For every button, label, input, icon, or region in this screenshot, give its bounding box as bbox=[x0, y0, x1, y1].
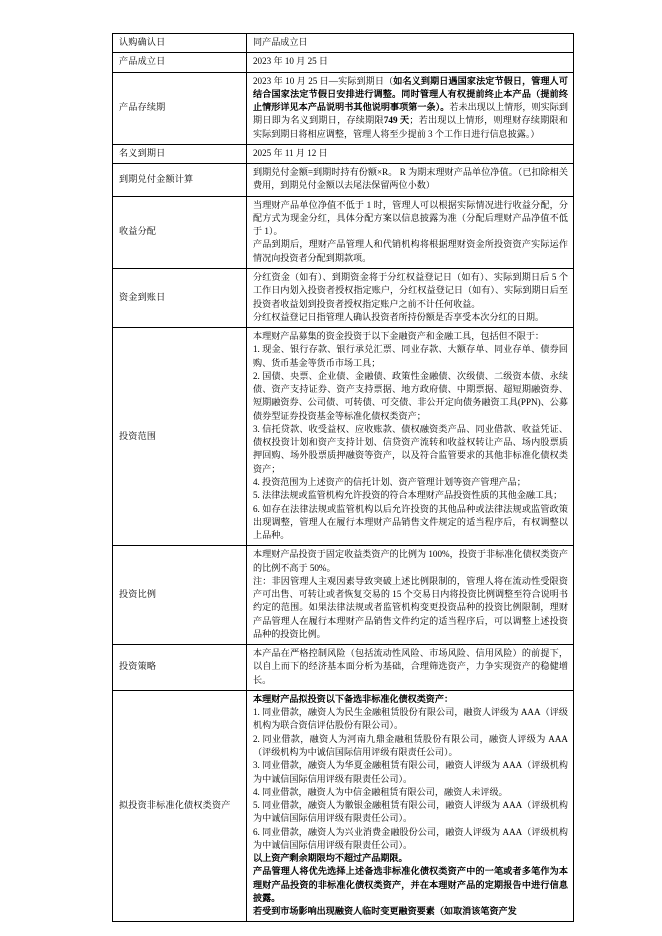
term-value-cell bbox=[247, 34, 574, 53]
term-paragraph bbox=[253, 865, 568, 905]
body-text: 2. 国债、央票、企业债、金融债、政策性金融债、次级债、二级资本债、永续债、资产支持证券、资产支持票据、地方政府债、中期票据、超短期融资券、短期融资券、公司债、可转债、可交债、非公开定向债务融资工具(PPN)、公募债券型证券投资基金等标准化债权类资产； bbox=[253, 370, 568, 421]
term-paragraph bbox=[253, 759, 568, 786]
term-value-cell bbox=[247, 546, 574, 645]
body-text: 4. 投资范围为上述资产的信托计划、资产管理计划等资产管理产品； bbox=[253, 476, 526, 487]
term-paragraph bbox=[253, 75, 568, 141]
body-text: 1. 同业借款，融资人为民生金融租赁股份有限公司，融资人评级为 AAA（评级机构为联合资信评估股份有限公司）。 bbox=[253, 707, 568, 731]
term-paragraph bbox=[253, 548, 568, 575]
product-terms-table bbox=[112, 33, 574, 922]
body-text: 2. 同业借款，融资人为河南九鼎金融租赁股份有限公司，融资人评级为 AAA（评级机构为中诚信国际信用评级有限责任公司）。 bbox=[253, 733, 568, 758]
term-paragraph bbox=[253, 799, 568, 826]
term-paragraph bbox=[253, 733, 568, 760]
term-label-cell: 产品成立日 bbox=[113, 53, 247, 72]
term-paragraph bbox=[253, 199, 568, 239]
term-paragraph bbox=[253, 311, 568, 324]
term-value-cell bbox=[247, 645, 574, 691]
body-text: ；若出现以上情形，则理财存续期限和实际到期日将相应调整，管理人将至少提前 3 个工作日进行信息披露。） bbox=[253, 115, 568, 139]
body-text: 当理财产品单位净值不低于 1 时，管理人可以根据实际情况进行收益分配，分配方式为现金分红，具体分配方案以信息披露为准（分配后理财产品净值不低于 1）。 bbox=[253, 199, 568, 237]
term-paragraph bbox=[253, 166, 568, 193]
emphasis-text: 本理财产品拟投资以下备选非标准化债权类资产： bbox=[253, 693, 454, 704]
body-text: 本产品在严格控制风险（包括流动性风险、市场风险、信用风险）的前提下，以自上而下的经济基本面分析为基础，合理筛选资产，力争实现资产的稳健增长。 bbox=[253, 648, 568, 685]
body-text: 6. 同业借款，融资人为兴业消费金融股份公司，融资人评级为 AAA（评级机构为中诚信国际信用评级有限责任公司）。 bbox=[253, 826, 568, 850]
table-row bbox=[113, 72, 574, 144]
emphasis-text: 产品管理人将优先选择上述备选非标准化债权类资产中的一笔或者多笔作为本理财产品投资的非标准化债权类资产，并在本理财产品的定期报告中进行信息披露。 bbox=[253, 866, 568, 903]
term-paragraph bbox=[253, 423, 568, 476]
table-row bbox=[113, 144, 574, 163]
term-paragraph bbox=[253, 55, 568, 68]
term-label-cell: 认购确认日 bbox=[113, 34, 247, 53]
body-text: 6. 如存在法律法规或监管机构以后允许投资的其他品种或法律法规或监管政策出现调整，管理人在履行本理财产品销售文件规定的适当程序后，有权调整以上品种。 bbox=[253, 503, 568, 541]
body-text: 分红权益登记日指管理人确认投资者所持份额是否享受本次分红的日期。 bbox=[253, 311, 545, 322]
term-value-cell bbox=[247, 72, 574, 144]
term-label-cell: 拟投资非标准化债权类资产 bbox=[113, 690, 247, 922]
table-row bbox=[113, 645, 574, 691]
body-text: 2025 年 11 月 12 日 bbox=[253, 147, 328, 158]
term-paragraph bbox=[253, 905, 568, 918]
term-paragraph bbox=[253, 36, 568, 49]
term-value-cell bbox=[247, 53, 574, 72]
term-value-cell bbox=[247, 196, 574, 268]
term-paragraph bbox=[253, 826, 568, 853]
table-row bbox=[113, 164, 574, 197]
body-text: 本理财产品募集的资金投资于以下金融资产和金融工具，包括但不限于： bbox=[253, 331, 545, 342]
term-value-cell bbox=[247, 164, 574, 197]
table-row bbox=[113, 53, 574, 72]
term-label-cell: 投资范围 bbox=[113, 328, 247, 546]
term-paragraph bbox=[253, 706, 568, 733]
term-paragraph bbox=[253, 271, 568, 311]
table-row bbox=[113, 268, 574, 327]
term-label-cell: 名义到期日 bbox=[113, 144, 247, 163]
term-paragraph bbox=[253, 238, 568, 265]
term-label-cell: 产品存续期 bbox=[113, 72, 247, 144]
term-paragraph bbox=[253, 147, 568, 160]
term-paragraph bbox=[253, 693, 568, 706]
term-value-cell bbox=[247, 328, 574, 546]
body-text: 2023 年 10 月 25 日 bbox=[253, 56, 329, 67]
term-value-cell bbox=[247, 268, 574, 327]
term-value-cell bbox=[247, 144, 574, 163]
body-text: 分红资金（如有）、到期资金将于分红权益登记日（如有）、实际到期日后 5 个工作日内划入投资者授权指定账户，分红权益登记日（如有）、实际到期日后至投资者收益划到投资者授权指定账户之前不计任何收益。 bbox=[253, 271, 568, 309]
body-text: 1. 现金、银行存款、银行承兑汇票、同业存款、大额存单、同业存单、债券回购、货币基金等货币市场工具； bbox=[253, 344, 568, 368]
table-row bbox=[113, 690, 574, 922]
term-paragraph bbox=[253, 647, 568, 687]
table-row bbox=[113, 34, 574, 53]
term-paragraph bbox=[253, 852, 568, 865]
term-label-cell: 投资策略 bbox=[113, 645, 247, 691]
term-paragraph bbox=[253, 503, 568, 543]
body-text: 同产品成立日 bbox=[253, 37, 308, 47]
table-row bbox=[113, 196, 574, 268]
body-text: 5. 同业借款，融资人为徽银金融租赁有限公司，融资人评级为 AAA（评级机构为中诚信国际信用评级有限责任公司）。 bbox=[253, 800, 568, 824]
term-paragraph bbox=[253, 786, 568, 799]
body-text: 5. 法律法规或监管机构允许投资的符合本理财产品投资性质的其他金融工具； bbox=[253, 490, 563, 501]
term-paragraph bbox=[253, 476, 568, 489]
body-text: 本理财产品投资于固定收益类资产的比例为 100%，投资于非标准化债权类资产的比例不高于 50%。 bbox=[253, 549, 568, 573]
body-text: 到期兑付金额=到期时持有份额×R。 R 为期末理财产品单位净值。（已扣除相关费用，到期兑付金额以去尾法保留两位小数） bbox=[253, 167, 568, 191]
term-paragraph bbox=[253, 330, 568, 343]
body-text: 4. 同业借款，融资人为中信金融租赁有限公司，融资人未评级。 bbox=[253, 786, 508, 797]
body-text: 2023 年 10 月 25 日—实际到期日（ bbox=[253, 75, 394, 86]
term-label-cell: 到期兑付金额计算 bbox=[113, 164, 247, 197]
term-paragraph bbox=[253, 343, 568, 370]
term-paragraph bbox=[253, 370, 568, 423]
body-text: 3. 同业借款，融资人为华夏金融租赁有限公司，融资人评级为 AAA（评级机构为中诚信国际信用评级有限责任公司）。 bbox=[253, 760, 568, 784]
table-body bbox=[113, 34, 574, 922]
body-text: 产品到期后，理财产品管理人和代销机构将根据理财资金所投资资产实际运作情况向投资者分配到期款项。 bbox=[253, 239, 568, 263]
emphasis-text: 以上资产剩余期限均不超过产品期限。 bbox=[253, 853, 408, 864]
emphasis-text: 749 天 bbox=[383, 115, 410, 126]
term-value-cell bbox=[247, 690, 574, 922]
body-text: 注：非因管理人主观因素导致突破上述比例限制的，管理人将在流动性受限资产可出售、可转让或者恢复交易的 15 个交易日内将投资比例调整至符合说明书约定的范围。如果法律法规或者监管机构变更投资品种的投资比例限制，理财产品管理人在履行本理财产品销售文件约定的适当程序后，可以调整上述投资品种的投资比例。 bbox=[253, 575, 568, 639]
term-paragraph bbox=[253, 489, 568, 502]
emphasis-text: 如名义到期日遇国家法定节假日，管理人可结合国家法定节假日安排进行调整。同时管理人有权提前终止本产品（提前终止情形详见本产品说明书其他说明事项第一条）。 bbox=[253, 75, 568, 113]
table-row bbox=[113, 546, 574, 645]
term-label-cell: 投资比例 bbox=[113, 546, 247, 645]
term-label-cell: 收益分配 bbox=[113, 196, 247, 268]
table-row bbox=[113, 328, 574, 546]
body-text: 若未出现以上情形，则实际到期日即为名义到期日，存续期限 bbox=[253, 102, 568, 126]
term-paragraph bbox=[253, 575, 568, 641]
term-label-cell: 资金到账日 bbox=[113, 268, 247, 327]
body-text: 3. 信托贷款、收受益权、应收账款、债权融资类产品、同业借款、收益凭证、债权投资计划和资产支持计划、信贷资产流转和收益权转让产品、场内股票质押回购、场外股票质押融资等资产，以及符合监管要求的其他非标准化债权类资产； bbox=[253, 423, 568, 474]
emphasis-text: 若受到市场影响出现融资人临时变更融资要素（如取消该笔资产发 bbox=[253, 906, 517, 917]
